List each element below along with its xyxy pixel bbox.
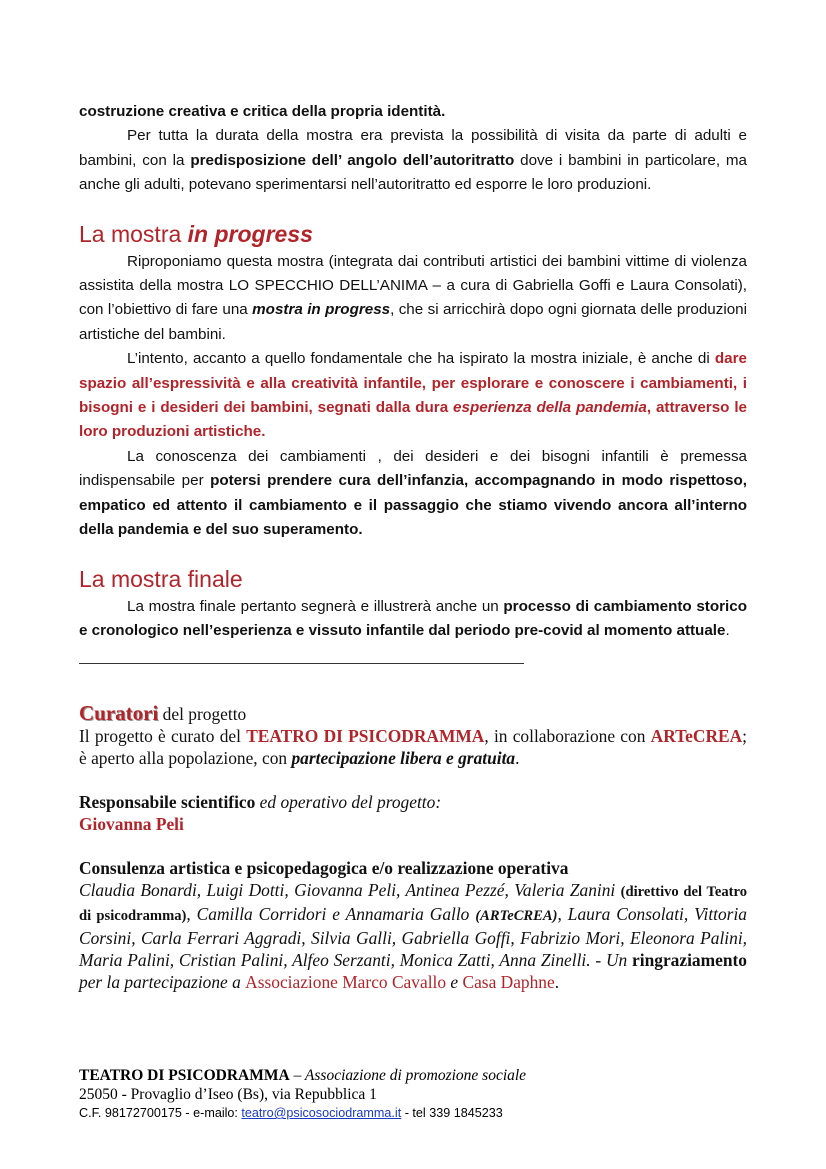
curatori-heading: Curatori del progetto — [79, 701, 247, 726]
progress-paragraph-1: Riproponiamo questa mostra (integrata dai contributi artistici dei bambini vittime di violenza assistita della mostra LO SPECCHIO DELL’ANIMA – a cura di Gabriella Goffi e Laura Consolati), con l’obiettivo di fare una mostra in progress, che si arricchirà dopo ogni giornata delle produzioni artistiche del bambini. — [79, 252, 747, 343]
document-page — [79, 100, 747, 993]
heading-mostra-finale: La mostra finale — [79, 565, 243, 592]
intro-line: costruzione creativa e critica della propria identità. — [79, 103, 446, 120]
progress-paragraph-3: La conoscenza dei cambiamenti , dei desideri e dei bisogni infantili è premessa indispensabile per potersi prendere cura dell’infanzia, accompagnando in modo rispettoso, empatico ed attento il cambiamento e il passaggio che stiamo vivendo ancora all’interno della pandemia e del suo superamento. — [79, 447, 748, 539]
footer-address: 25050 - Provaglio d’Iseo (Bs), via Repubblica 1 — [79, 1086, 377, 1103]
responsabile-line: Responsabile scientifico ed operativo del progetto: — [79, 792, 442, 813]
heading-mostra-in-progress: La mostra in progress — [79, 220, 313, 247]
intro-paragraph — [79, 124, 747, 197]
bold-run: predisposizione dell’ angolo dell’autoritratto — [190, 151, 515, 169]
consulenza-paragraph: Claudia Bonardi, Luigi Dotti, Giovanna Peli, Antinea Pezzé, Valeria Zanini (direttivo del Teatro di psicodramma), Camilla Corridori e Annamaria Gallo (ARTeCREA), Laura Consolati, Vittoria Corsini, Carla Ferrari Aggradi, Silvia Galli, Gabriella Goffi, Fabrizio Mori, Eleonora Palini, Maria Palini, Cristian Palini, Alfeo Serzanti, Monica Zatti, Anna Zinelli. - Un ringraziamento per la partecipazione a Associazione Marco Cavallo e Casa Daphne. — [79, 880, 747, 993]
responsabile-name: Giovanna Peli — [79, 814, 184, 835]
email-link[interactable]: teatro@psicosociodramma.it — [241, 1106, 402, 1120]
footer-contacts: C.F. 98172700175 - e-mailo: teatro@psicosociodramma.it - tel 339 1845233 — [79, 1106, 503, 1120]
intro-section — [79, 100, 747, 198]
progress-section — [79, 250, 747, 543]
consulenza-title: Consulenza artistica e psicopedagogica e/o realizzazione operativa — [79, 858, 569, 879]
text-run: Per tutta la durata della mostra era prevista la possibilità di visita da parte di adulti e bambini, con la — [79, 127, 747, 169]
final-section — [79, 595, 747, 644]
final-paragraph: La mostra finale pertanto segnerà e illustrerà anche un processo di cambiamento storico e cronologico nell’esperienza e vissuto infantile dal periodo pre-covid al momento attuale. — [79, 597, 747, 639]
divider — [79, 663, 524, 664]
text-run: dove i bambini in particolare, ma anche gli adulti, potevano sperimentarsi nell’autoritratto ed esporre le loro produzioni. — [79, 151, 748, 194]
curatori-paragraph: Il progetto è curato del TEATRO DI PSICODRAMMA, in collaborazione con ARTeCREA; è aperto alla popolazione, con partecipazione libera e gratuita. — [79, 726, 748, 769]
footer-org: TEATRO DI PSICODRAMMA – Associazione di promozione sociale — [79, 1067, 527, 1084]
curatori-section — [79, 702, 747, 993]
footer — [79, 1066, 747, 1122]
progress-paragraph-2: L’intento, accanto a quello fondamentale che ha ispirato la mostra iniziale, è anche di dare spazio all’espressività e alla creatività infantile, per esplorare e conoscere i cambiamenti, i bisogni e i desideri dei bambini, segnati dalla dura esperienza della pandemia, attraverso le loro produzioni artistiche. — [79, 350, 747, 441]
